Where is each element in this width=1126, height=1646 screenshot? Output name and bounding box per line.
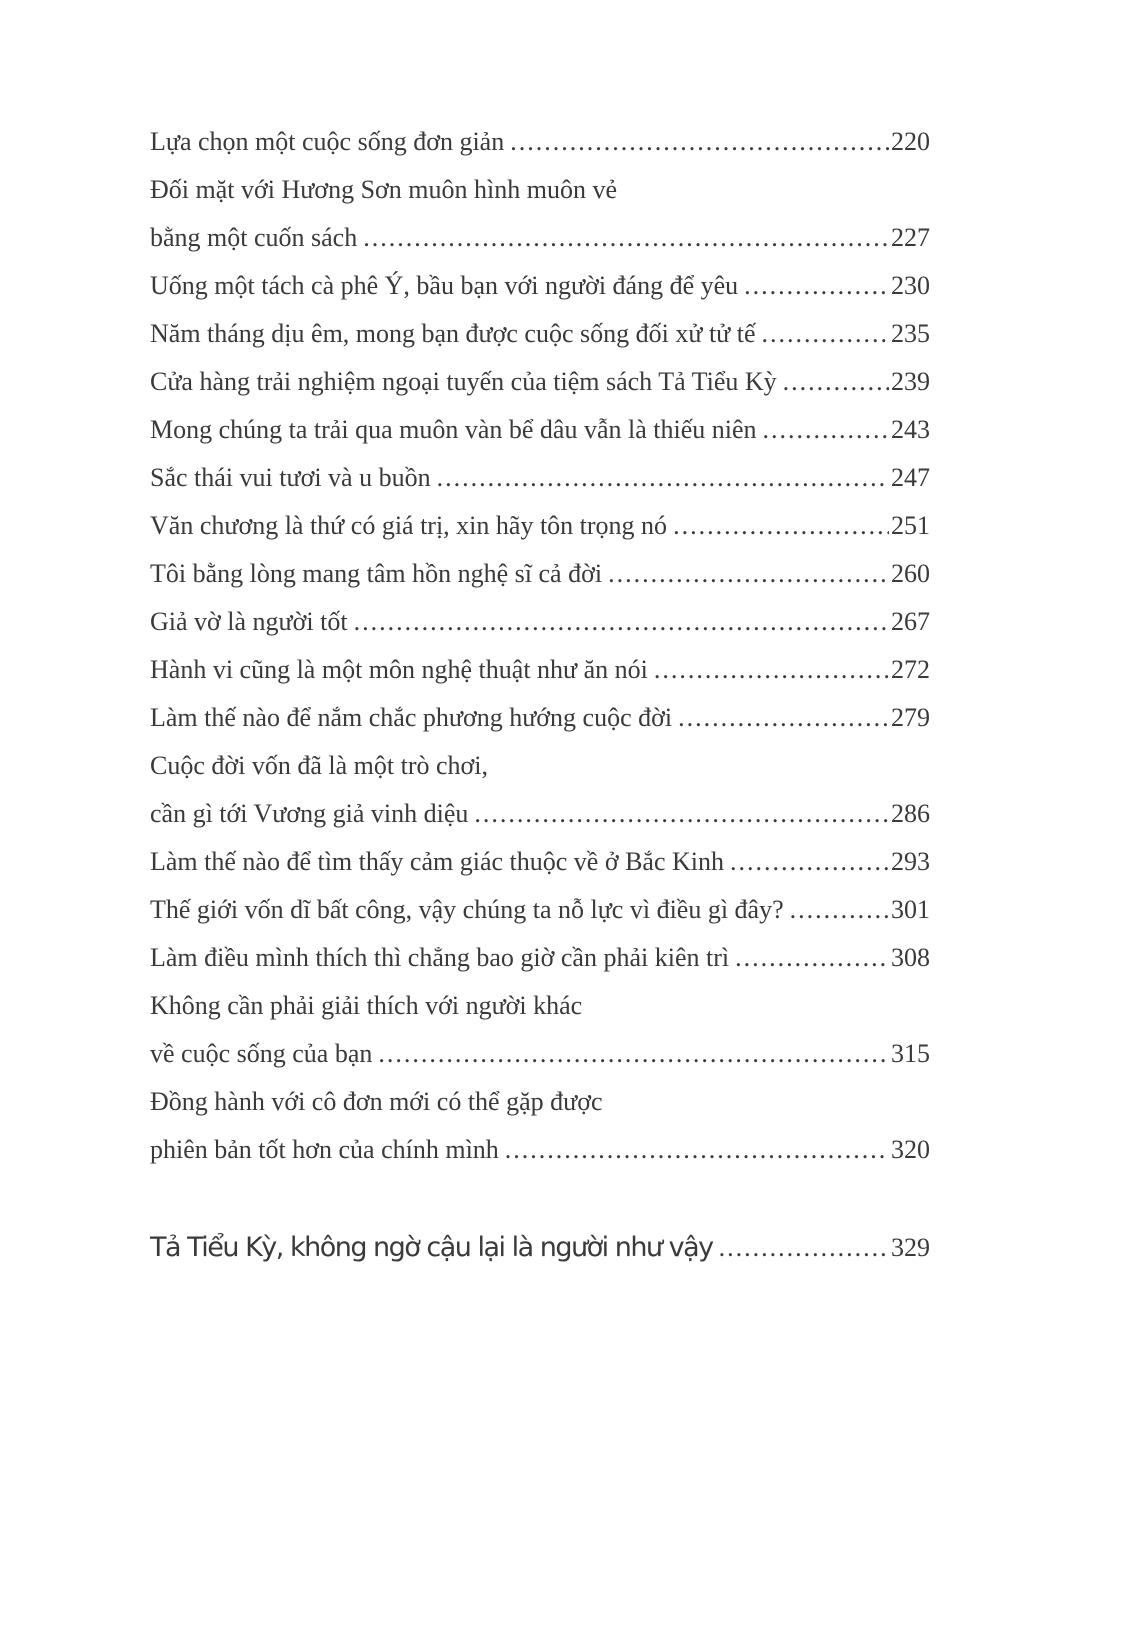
toc-entry: [150, 1078, 930, 1174]
page-number: 293: [891, 847, 930, 876]
toc-entry-title: Hành vi cũng là một môn nghệ thuật như ăn nói: [150, 655, 648, 684]
toc-entry: [150, 886, 930, 934]
toc-entry-title: Tả Tiểu Kỳ, không ngờ cậu lại là người như vậy: [150, 1232, 713, 1263]
dot-leader: [730, 838, 889, 886]
toc-entry: [150, 406, 930, 454]
toc-line: [150, 1224, 930, 1272]
toc-line: [150, 934, 930, 982]
page-number: 267: [891, 607, 930, 636]
toc-entry-title: Sắc thái vui tươi và u buồn: [150, 463, 431, 492]
dot-leader: [608, 550, 889, 598]
toc-entry: [150, 310, 930, 358]
page-number: 286: [891, 799, 930, 828]
page-number: 220: [891, 127, 930, 156]
page-number: 329: [891, 1233, 930, 1262]
toc-entry-title: Làm thế nào để tìm thấy cảm giác thuộc về ở Bắc Kinh: [150, 847, 725, 876]
dot-leader: [378, 1030, 889, 1078]
toc-line: [150, 886, 930, 934]
dot-leader: [762, 310, 889, 358]
page-number: 247: [891, 463, 930, 492]
toc-line: [150, 454, 930, 502]
toc-entry-title: Mong chúng ta trải qua muôn vàn bể dâu vẫn là thiếu niên: [150, 415, 757, 444]
toc-entry-title: Cửa hàng trải nghiệm ngoại tuyến của tiệm sách Tả Tiểu Kỳ: [150, 367, 777, 396]
page-number: 243: [891, 415, 930, 444]
toc-entry: [150, 982, 930, 1078]
toc-entry: [150, 166, 930, 262]
toc-entry-title: Cuộc đời vốn đã là một trò chơi,: [150, 751, 488, 780]
dot-leader: [354, 598, 889, 646]
toc-line: [150, 214, 930, 262]
dot-leader: [735, 934, 889, 982]
toc-entry-title: Văn chương là thứ có giá trị, xin hãy tôn trọng nó: [150, 511, 668, 540]
toc-entry-title: Năm tháng dịu êm, mong bạn được cuộc sống đối xử tử tế: [150, 319, 756, 348]
toc-line: [150, 358, 930, 406]
toc-entry-title: Lựa chọn một cuộc sống đơn giản: [150, 127, 505, 156]
page-number: 279: [891, 703, 930, 732]
toc-line: [150, 982, 930, 1030]
dot-leader: [510, 118, 889, 166]
toc-entry-title: về cuộc sống của bạn: [150, 1039, 373, 1068]
toc-entry-title: phiên bản tốt hơn của chính mình: [150, 1135, 499, 1164]
toc-entry-title: Tôi bằng lòng mang tâm hồn nghệ sĩ cả đời: [150, 559, 603, 588]
toc-line: [150, 742, 930, 790]
dot-leader: [363, 214, 889, 262]
page-number: 260: [891, 559, 930, 588]
page-number: 320: [891, 1135, 930, 1164]
toc-line: [150, 838, 930, 886]
toc-entry-title: Giả vờ là người tốt: [150, 607, 348, 636]
dot-leader: [654, 646, 889, 694]
toc-entry-title: Uống một tách cà phê Ý, bầu bạn với người đáng để yêu: [150, 271, 739, 300]
dot-leader: [437, 454, 889, 502]
toc-entry-title: cần gì tới Vương giả vinh diệu: [150, 799, 469, 828]
toc-line: [150, 166, 930, 214]
dot-leader: [783, 358, 889, 406]
page-number: 239: [891, 367, 930, 396]
toc-line: [150, 262, 930, 310]
toc-entry: [150, 598, 930, 646]
page-number: 230: [891, 271, 930, 300]
toc-entry: [150, 694, 930, 742]
dot-leader: [719, 1224, 889, 1272]
dot-leader: [763, 406, 889, 454]
dot-leader: [474, 790, 889, 838]
toc-entry: [150, 454, 930, 502]
toc-entry-title: bằng một cuốn sách: [150, 223, 358, 252]
toc-line: [150, 694, 930, 742]
toc-line: [150, 406, 930, 454]
toc-line: [150, 1126, 930, 1174]
dot-leader: [744, 262, 889, 310]
toc-line: [150, 310, 930, 358]
dot-leader: [673, 502, 889, 550]
page-number: 227: [891, 223, 930, 252]
toc-entry-title: Làm thế nào để nắm chắc phương hướng cuộc đời: [150, 703, 673, 732]
toc-line: [150, 118, 930, 166]
toc-entry: [150, 502, 930, 550]
dot-leader: [790, 886, 889, 934]
page-number: 315: [891, 1039, 930, 1068]
toc-line: [150, 550, 930, 598]
dot-leader: [505, 1126, 889, 1174]
toc-line: [150, 1078, 930, 1126]
page-number: 301: [891, 895, 930, 924]
toc-entry: [150, 838, 930, 886]
toc-entry: [150, 742, 930, 838]
toc-entry-special: [150, 1224, 930, 1272]
toc-entry-title: Đồng hành với cô đơn mới có thể gặp được: [150, 1087, 603, 1116]
toc-line: [150, 598, 930, 646]
toc-list: [150, 118, 930, 1272]
toc-entry: [150, 262, 930, 310]
page-number: 272: [891, 655, 930, 684]
toc-entry: [150, 646, 930, 694]
page-number: 235: [891, 319, 930, 348]
toc-entry: [150, 550, 930, 598]
toc-line: [150, 790, 930, 838]
toc-line: [150, 646, 930, 694]
toc-line: [150, 502, 930, 550]
dot-leader: [678, 694, 889, 742]
toc-line: [150, 1030, 930, 1078]
toc-entry: [150, 358, 930, 406]
toc-entry-title: Thế giới vốn dĩ bất công, vậy chúng ta nỗ lực vì điều gì đây?: [150, 895, 784, 924]
toc-entry-title: Làm điều mình thích thì chẳng bao giờ cần phải kiên trì: [150, 943, 730, 972]
page-number: 251: [891, 511, 930, 540]
toc-entry: [150, 934, 930, 982]
toc-entry-title: Không cần phải giải thích với người khác: [150, 991, 583, 1020]
toc-entry: [150, 118, 930, 166]
toc-entry-title: Đối mặt với Hương Sơn muôn hình muôn vẻ: [150, 175, 617, 204]
page-number: 308: [891, 943, 930, 972]
